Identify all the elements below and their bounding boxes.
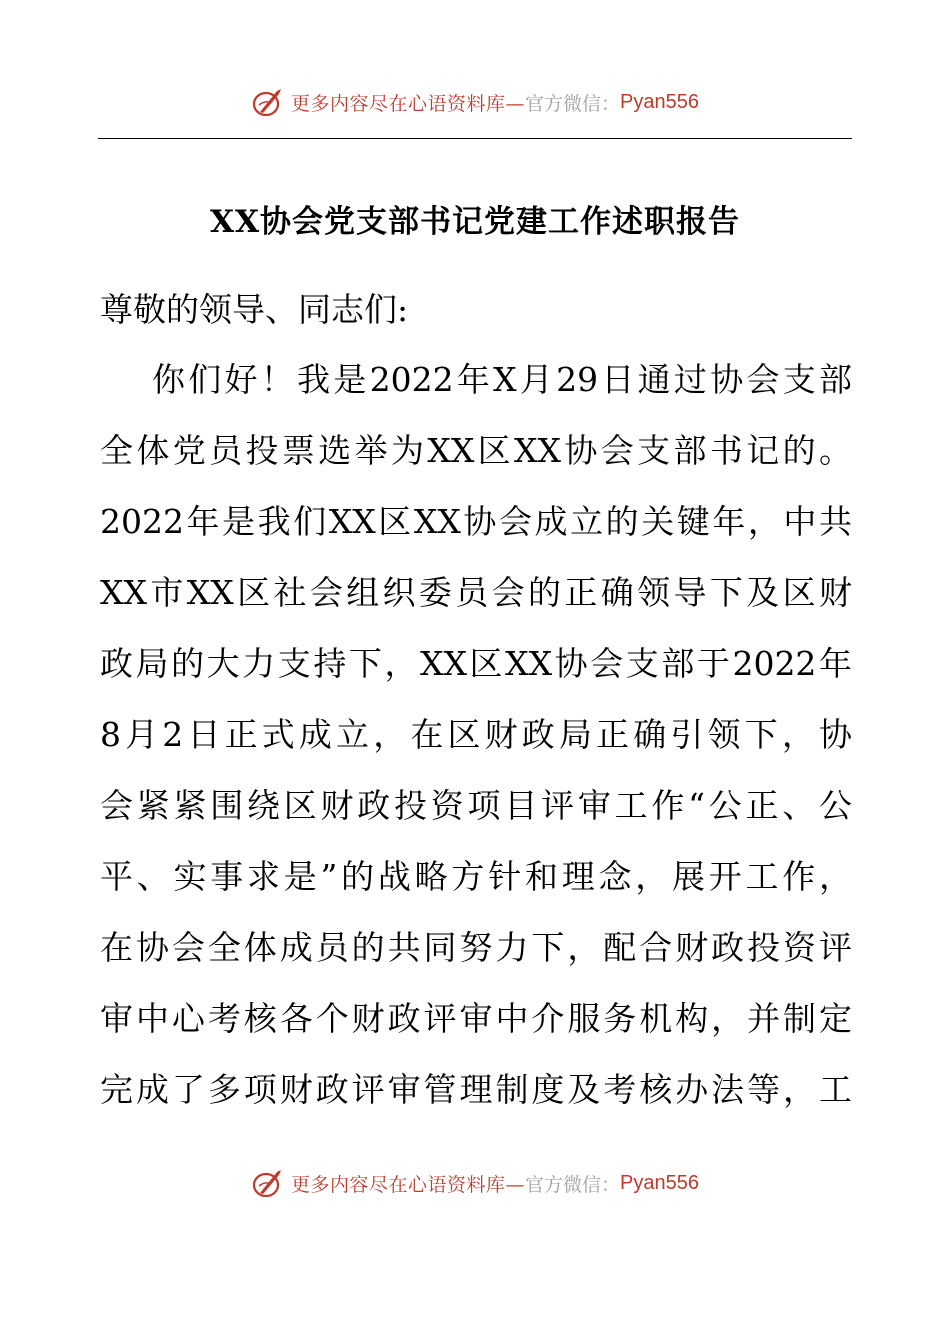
quill-pen-logo-icon <box>251 1166 285 1200</box>
header-wechat-label: 官方微信： <box>525 92 621 115</box>
body-line: 政局的大力支持下，XX区XX协会支部于2022年 <box>100 644 852 683</box>
body-line: 完成了多项财政评审管理制度及考核办法等，工 <box>100 1070 852 1109</box>
header-brand-text: 更多内容尽在心语资料库— <box>291 92 526 115</box>
body-line: 全体党员投票选举为XX区XX协会支部书记的。 <box>100 431 852 470</box>
body-line: 2022年是我们XX区XX协会成立的关键年，中共 <box>100 502 852 541</box>
footer-wechat-label: 官方微信： <box>525 1173 621 1196</box>
body-line: 会紧紧围绕区财政投资项目评审工作“公正、公 <box>100 786 852 825</box>
footer-brand <box>0 1163 950 1203</box>
document-title: XX协会党支部书记党建工作述职报告 <box>209 204 741 240</box>
header-brand <box>0 82 950 122</box>
body-line: 在协会全体成员的共同努力下，配合财政投资评 <box>100 928 852 967</box>
header-divider <box>98 138 852 139</box>
footer-brand-text: 更多内容尽在心语资料库— <box>291 1173 526 1196</box>
body-line: 你们好！我是2022年X月29日通过协会支部 <box>152 360 852 399</box>
footer-wechat-id: Pyan556 <box>620 1171 699 1194</box>
body-line: 平、实事求是”的战略方针和理念，展开工作， <box>100 857 852 896</box>
quill-pen-logo-icon <box>251 85 285 119</box>
body-line: XX市XX区社会组织委员会的正确领导下及区财 <box>100 573 852 612</box>
body-line: 8月2日正式成立，在区财政局正确引领下，协 <box>100 715 852 754</box>
body-line: 审中心考核各个财政评审中介服务机构，并制定 <box>100 999 852 1038</box>
header-wechat-id: Pyan556 <box>620 90 699 113</box>
salutation: 尊敬的领导、同志们: <box>100 290 409 329</box>
